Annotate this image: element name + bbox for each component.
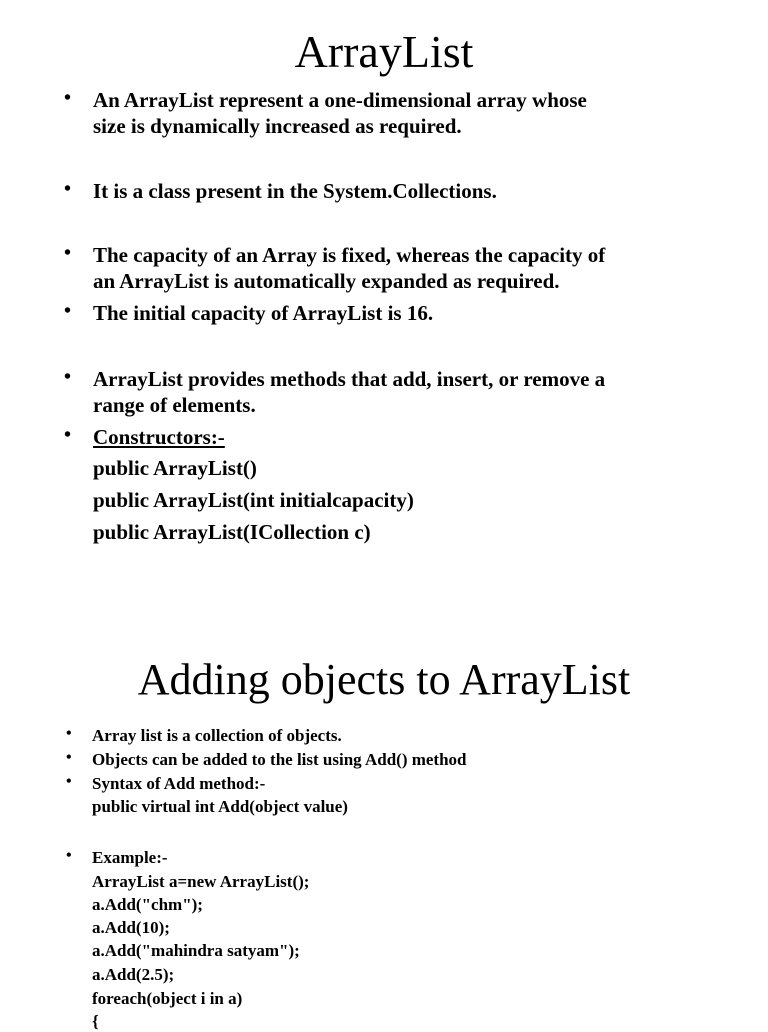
code-line: foreach(object i in a) xyxy=(92,989,243,1008)
bullet-text: ArrayList provides methods that add, insert, or remove a xyxy=(93,367,606,391)
code-line: ArrayList a=new ArrayList(); xyxy=(92,872,310,891)
bullet-icon: • xyxy=(66,749,72,766)
bullet-text: An ArrayList represent a one-dimensional array whose xyxy=(93,88,587,112)
code-line: a.Add("chm"); xyxy=(92,895,203,914)
bullet-text: The initial capacity of ArrayList is 16. xyxy=(93,301,434,325)
code-line: a.Add(10); xyxy=(92,918,170,937)
bullet-text: Syntax of Add method:- xyxy=(92,774,266,793)
code-line: a.Add(2.5); xyxy=(92,965,175,984)
bullet-icon: • xyxy=(64,424,72,446)
bullet-text: Objects can be added to the list using Add() method xyxy=(92,750,467,769)
slide-title: ArrayList xyxy=(294,26,474,77)
bullet-text: The capacity of an Array is fixed, whereas the capacity of xyxy=(93,243,606,267)
constructor-line: public ArrayList() xyxy=(93,456,257,480)
bullet-icon: • xyxy=(64,300,72,322)
bullet-icon: • xyxy=(66,847,72,864)
bullet-text: size is dynamically increased as required. xyxy=(93,114,462,138)
code-line: { xyxy=(92,1012,99,1031)
syntax-line: public virtual int Add(object value) xyxy=(92,797,348,816)
bullet-icon: • xyxy=(64,242,72,264)
bullet-icon: • xyxy=(66,773,72,790)
bullet-icon: • xyxy=(66,725,72,742)
example-label: Example:- xyxy=(92,848,168,867)
bullet-text: It is a class present in the System.Collections. xyxy=(93,179,497,203)
bullet-icon: • xyxy=(64,366,72,388)
bullet-icon: • xyxy=(64,178,72,200)
code-line: a.Add("mahindra satyam"); xyxy=(92,941,300,960)
constructor-line: public ArrayList(ICollection c) xyxy=(93,520,371,544)
constructor-line: public ArrayList(int initialcapacity) xyxy=(93,488,414,512)
slide-title: Adding objects to ArrayList xyxy=(137,655,631,704)
bullet-text: range of elements. xyxy=(93,393,256,417)
constructors-heading: Constructors:- xyxy=(93,425,225,449)
bullet-icon: • xyxy=(64,87,72,109)
bullet-text: Array list is a collection of objects. xyxy=(92,726,342,745)
bullet-text: an ArrayList is automatically expanded as required. xyxy=(93,269,560,293)
